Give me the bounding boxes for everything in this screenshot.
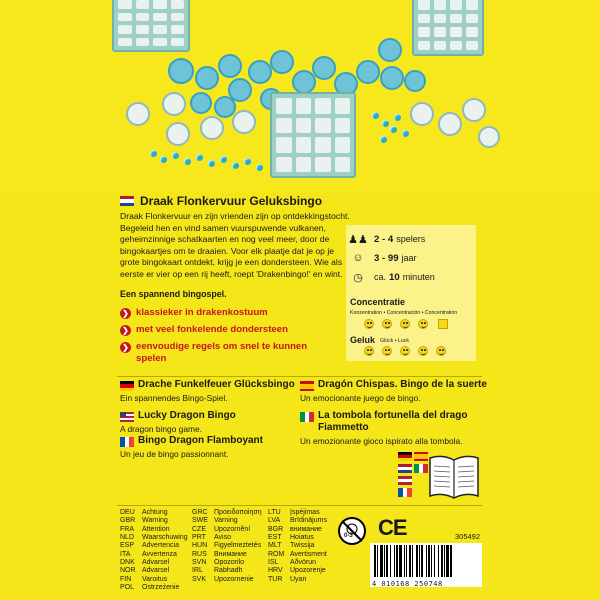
barcode-bar <box>384 545 385 577</box>
barcode-bar <box>434 545 435 577</box>
warning-word: Aviso <box>214 534 231 542</box>
picture-token <box>410 102 434 126</box>
warning-word: Waarschuwing <box>142 534 188 542</box>
flag-us-icon <box>398 476 412 485</box>
age-warning-icon: 0-3 <box>338 517 366 545</box>
bingo-cell <box>315 98 331 114</box>
bingo-cell <box>118 25 132 34</box>
flag-nl-icon <box>398 464 412 473</box>
warnings-list-3 <box>268 509 327 584</box>
product-photo <box>0 0 600 190</box>
gem <box>184 158 191 165</box>
token <box>168 58 194 84</box>
country-code: PRT <box>192 534 206 542</box>
barcode-bar <box>426 545 427 577</box>
country-code: NLD <box>120 534 135 542</box>
lang-title-de: Drache Funkelfeuer Glücksbingo <box>138 379 295 390</box>
flag-de-icon <box>398 452 412 461</box>
warning-row <box>120 584 188 592</box>
bingo-cell <box>434 41 446 51</box>
bingo-cell <box>296 137 312 153</box>
smiley-icon <box>364 346 374 356</box>
warning-word: Varning <box>214 517 238 525</box>
flag-it-icon <box>414 464 428 473</box>
bingo-cell <box>171 0 185 9</box>
barcode-bar <box>377 545 378 577</box>
smiley-icon <box>436 346 446 356</box>
country-code: HRV <box>268 567 283 575</box>
bingo-card <box>270 92 356 178</box>
country-code: MLT <box>268 542 282 550</box>
warnings-list-1 <box>120 509 188 592</box>
country-code: FIN <box>120 575 132 583</box>
barcode-bar <box>374 545 376 577</box>
warning-word: Opozorilo <box>214 559 244 567</box>
bingo-cell <box>418 14 430 24</box>
bingo-cell <box>118 38 132 47</box>
flag-it-icon <box>300 412 314 422</box>
bingo-cell <box>171 13 185 22</box>
warning-row <box>120 542 188 550</box>
gem <box>220 156 227 163</box>
country-code: ITA <box>120 550 131 558</box>
country-code: LTU <box>268 509 281 516</box>
country-code: EST <box>268 534 282 542</box>
game-title: Draak Flonkervuur Geluksbingo <box>140 194 323 208</box>
warning-word: Ostrzeżenie <box>142 584 180 592</box>
gem <box>380 136 387 143</box>
gem <box>256 164 263 171</box>
bingo-cell <box>466 27 478 37</box>
bingo-cell <box>450 14 462 24</box>
bingo-cell <box>315 118 331 134</box>
players-icon: ♟♟ <box>348 233 368 246</box>
bingo-cell <box>276 118 292 134</box>
warning-row <box>192 567 262 575</box>
picture-token <box>462 98 486 122</box>
warning-word: Avertisment <box>290 550 327 558</box>
barcode-bar <box>404 545 405 577</box>
warning-row <box>192 509 262 517</box>
warning-row <box>120 551 188 559</box>
warning-word: Upozornenie <box>214 575 254 583</box>
barcode-bar <box>399 545 402 577</box>
gem <box>208 160 215 167</box>
lang-sub-es: Un emocionante juego de bingo. <box>300 393 421 403</box>
smiley-icon <box>400 319 410 329</box>
country-code: DEU <box>120 509 135 516</box>
lang-title-fr: Bingo Dragon Flamboyant <box>138 435 263 446</box>
warning-word: Achtung <box>142 509 168 516</box>
warning-word: Upozornění <box>214 525 251 533</box>
bingo-cell <box>296 98 312 114</box>
arrow-right-icon: ❯ <box>120 342 131 353</box>
gem <box>196 154 203 161</box>
warning-word: Twissija <box>290 542 315 550</box>
country-code: HUN <box>192 542 208 550</box>
barcode-number: 4 010168 250748 <box>372 580 443 588</box>
warning-word: Advarsel <box>142 567 170 575</box>
flag-us-icon <box>120 412 134 422</box>
token <box>214 96 236 118</box>
barcode-bar <box>419 545 420 577</box>
bingo-cell <box>466 41 478 51</box>
ce-mark: CE <box>378 515 407 540</box>
barcode-bar <box>428 545 430 577</box>
arrow-right-icon: ❯ <box>120 325 131 336</box>
gem <box>160 156 167 163</box>
warning-row <box>120 509 188 517</box>
bingo-card <box>412 0 484 56</box>
warning-row <box>120 534 188 542</box>
token <box>356 60 380 84</box>
country-code: BGR <box>268 525 284 533</box>
arrow-right-icon: ❯ <box>120 308 131 319</box>
smiley-icon <box>382 346 392 356</box>
picture-token <box>438 112 462 136</box>
concentration-label: Concentratie <box>350 297 406 307</box>
age-icon: ☺ <box>352 252 364 264</box>
bingo-cell <box>153 0 167 9</box>
warning-row <box>268 559 327 567</box>
country-code: LVA <box>268 517 281 525</box>
token <box>248 60 272 84</box>
smiley-icon <box>418 319 428 329</box>
warning-row <box>192 526 262 534</box>
bingo-cell <box>315 157 331 173</box>
lang-title-en: Lucky Dragon Bingo <box>138 410 236 421</box>
barcode-bar <box>416 545 418 577</box>
barcode-bar <box>431 545 432 577</box>
warning-row <box>120 517 188 525</box>
clock-icon: ◷ <box>353 271 363 284</box>
barcode-bar <box>450 545 452 577</box>
country-code: CZE <box>192 525 206 533</box>
smiley-icon <box>382 319 392 329</box>
lang-sub-de: Ein spannendes Bingo-Spiel. <box>120 393 228 403</box>
gem <box>394 114 401 121</box>
picture-token <box>478 126 500 148</box>
picture-token <box>162 92 186 116</box>
warning-word: Advertencia <box>142 542 179 550</box>
picture-token <box>200 116 224 140</box>
token <box>404 70 426 92</box>
country-code: GRC <box>192 509 208 516</box>
luck-label: Geluk <box>350 335 376 345</box>
country-code: SVK <box>192 575 207 583</box>
game-description: Draak Flonkervuur en zijn vrienden zijn op ontdekkingstocht. Begeleid hen en vind samen vuurspuwende vulkanen, geheimzinnige schatkaarten en nog veel meer, door de bingokaartjes om te draaien. Voor elk plaatje dat je op je grote bingokaart ontdekt, krijg je een dondersteen. Wie als eerste er vier op een rij heeft, roept 'Drakenbingo!' en wint. <box>120 211 350 279</box>
barcode-bar <box>441 545 443 577</box>
picture-token <box>126 102 150 126</box>
lang-title-it: La tombola fortunella del drago Fiammetto <box>318 410 468 433</box>
warning-row <box>192 576 262 584</box>
warning-word: Προειδοποίηση <box>214 509 262 516</box>
bingo-cell <box>418 27 430 37</box>
bingo-cell <box>418 41 430 51</box>
gem <box>150 150 157 157</box>
bingo-cell <box>153 13 167 22</box>
bingo-cell <box>118 0 132 9</box>
warning-row <box>192 559 262 567</box>
country-code: DNK <box>120 559 135 567</box>
warning-word: Brīdinājums <box>290 517 327 525</box>
gem <box>172 152 179 159</box>
bingo-card <box>112 0 190 52</box>
bingo-cell <box>434 27 446 37</box>
warning-word: Uyarı <box>290 575 307 583</box>
warning-row <box>192 534 262 542</box>
flag-es-icon <box>300 381 314 391</box>
bingo-cell <box>335 137 351 153</box>
barcode-bar <box>438 545 439 577</box>
country-code: RUS <box>192 550 207 558</box>
bingo-cell <box>434 14 446 24</box>
warning-word: Upozorenje <box>290 567 326 575</box>
gem <box>382 120 389 127</box>
warning-word: Advarsel <box>142 559 170 567</box>
bingo-cell <box>171 38 185 47</box>
token <box>312 56 336 80</box>
country-code: TUR <box>268 575 283 583</box>
barcode-bar <box>446 545 449 577</box>
country-code: ESP <box>120 542 135 550</box>
country-code: GBR <box>120 517 136 525</box>
country-code: POL <box>120 584 135 592</box>
empty-level-square <box>438 319 448 329</box>
warning-word: Warning <box>142 517 168 525</box>
warning-row <box>268 542 327 550</box>
bingo-cell <box>450 27 462 37</box>
bingo-cell <box>335 118 351 134</box>
gem <box>390 126 397 133</box>
game-tagline: Een spannend bingospel. <box>120 289 227 299</box>
lang-sub-it: Un emozionante gioco ispirato alla tombola. <box>300 436 463 446</box>
bingo-cell <box>335 98 351 114</box>
warning-row <box>120 567 188 575</box>
gem <box>372 112 379 119</box>
players-row: ♟♟ 2 - 4 spelers <box>348 233 426 246</box>
warning-word: внимание <box>290 525 322 533</box>
warning-word: Внимание <box>214 550 247 558</box>
bingo-cell <box>315 137 331 153</box>
bingo-cell <box>276 157 292 173</box>
bingo-cell <box>276 137 292 153</box>
warning-row <box>192 551 262 559</box>
age-row: ☺ 3 - 99 jaar <box>350 252 417 264</box>
gem <box>232 162 239 169</box>
bingo-cell <box>466 14 478 24</box>
bingo-cell <box>136 25 150 34</box>
warning-row <box>120 576 188 584</box>
warning-row <box>268 576 327 584</box>
picture-token <box>232 110 256 134</box>
flag-es-icon <box>414 452 428 461</box>
bingo-cell <box>335 157 351 173</box>
warning-row <box>268 551 327 559</box>
flag-de-icon <box>120 381 134 391</box>
smiley-icon <box>400 346 410 356</box>
warning-word: Figyelmeztetés <box>214 542 262 550</box>
country-code: ROM <box>268 550 285 558</box>
barcode-bar <box>386 545 388 577</box>
bingo-cell <box>450 0 462 10</box>
gem <box>244 158 251 165</box>
warning-row <box>268 526 327 534</box>
warning-row <box>120 559 188 567</box>
bingo-cell <box>118 13 132 22</box>
country-code: FRA <box>120 525 134 533</box>
country-code: IRL <box>192 567 203 575</box>
bingo-cell <box>296 157 312 173</box>
barcode-bar <box>421 545 423 577</box>
barcode-bar <box>444 545 445 577</box>
feature-item: ❯ klassieker in drakenkostuum <box>120 307 360 319</box>
warning-word: Įspėjimas <box>290 509 320 516</box>
lang-sub-en: A dragon bingo game. <box>120 424 202 434</box>
picture-token <box>166 122 190 146</box>
barcode-bar <box>412 545 413 577</box>
divider <box>117 376 482 377</box>
warnings-list-2 <box>192 509 262 584</box>
token <box>378 38 402 62</box>
time-row: ◷ ca. 10 minuten <box>350 271 435 283</box>
warning-row <box>268 509 327 517</box>
luck-sub: Glück • Luck <box>380 338 409 344</box>
bingo-cell <box>418 0 430 10</box>
warning-word: Attention <box>142 525 170 533</box>
token <box>190 92 212 114</box>
flag-nl-icon <box>120 196 134 206</box>
barcode-bar <box>390 545 391 577</box>
warning-row <box>192 517 262 525</box>
bingo-cell <box>153 38 167 47</box>
flag-fr-icon <box>120 437 134 447</box>
barcode-bar <box>406 545 407 577</box>
token <box>195 66 219 90</box>
bingo-cell <box>450 41 462 51</box>
barcode-bar <box>409 545 411 577</box>
bingo-cell <box>171 25 185 34</box>
lang-title-es: Dragón Chispas. Bingo de la suerte <box>318 379 487 390</box>
bingo-cell <box>136 38 150 47</box>
warning-row <box>120 526 188 534</box>
divider <box>117 505 482 506</box>
token <box>380 66 404 90</box>
gem <box>402 130 409 137</box>
country-code: NOR <box>120 567 136 575</box>
bingo-cell <box>296 118 312 134</box>
concentration-sub: Konzentration • Concentración • Concentration <box>350 310 458 316</box>
barcode-bar <box>394 545 395 577</box>
feature-item: ❯ met veel fonkelende dondersteen <box>120 324 360 336</box>
warning-row <box>268 567 327 575</box>
article-code: 305492 <box>455 532 481 541</box>
warning-word: Aðvörun <box>290 559 317 567</box>
country-code: SWE <box>192 517 208 525</box>
smiley-icon <box>364 319 374 329</box>
country-code: ISL <box>268 559 279 567</box>
flag-fr-icon <box>398 488 412 497</box>
country-code: SVN <box>192 559 207 567</box>
lang-sub-fr: Un jeu de bingo passionnant. <box>120 449 229 459</box>
feature-item: ❯ eenvoudige regels om snel te kunnen spelen <box>120 341 320 365</box>
bingo-cell <box>434 0 446 10</box>
bingo-cell <box>276 98 292 114</box>
smiley-icon <box>418 346 428 356</box>
bingo-cell <box>136 13 150 22</box>
instruction-book-icon <box>428 452 480 500</box>
warning-row <box>268 534 327 542</box>
bingo-cell <box>136 0 150 9</box>
token <box>218 54 242 78</box>
warning-row <box>192 542 262 550</box>
token <box>270 50 294 74</box>
bingo-cell <box>466 0 478 10</box>
warning-word: Rabhadh <box>214 567 243 575</box>
warning-row <box>268 517 327 525</box>
warning-word: Avvertenza <box>142 550 177 558</box>
warning-word: Varoitus <box>142 575 168 583</box>
barcode-bar <box>396 545 398 577</box>
warning-word: Hoiatus <box>290 534 314 542</box>
bingo-cell <box>153 25 167 34</box>
barcode-bar <box>380 545 383 577</box>
